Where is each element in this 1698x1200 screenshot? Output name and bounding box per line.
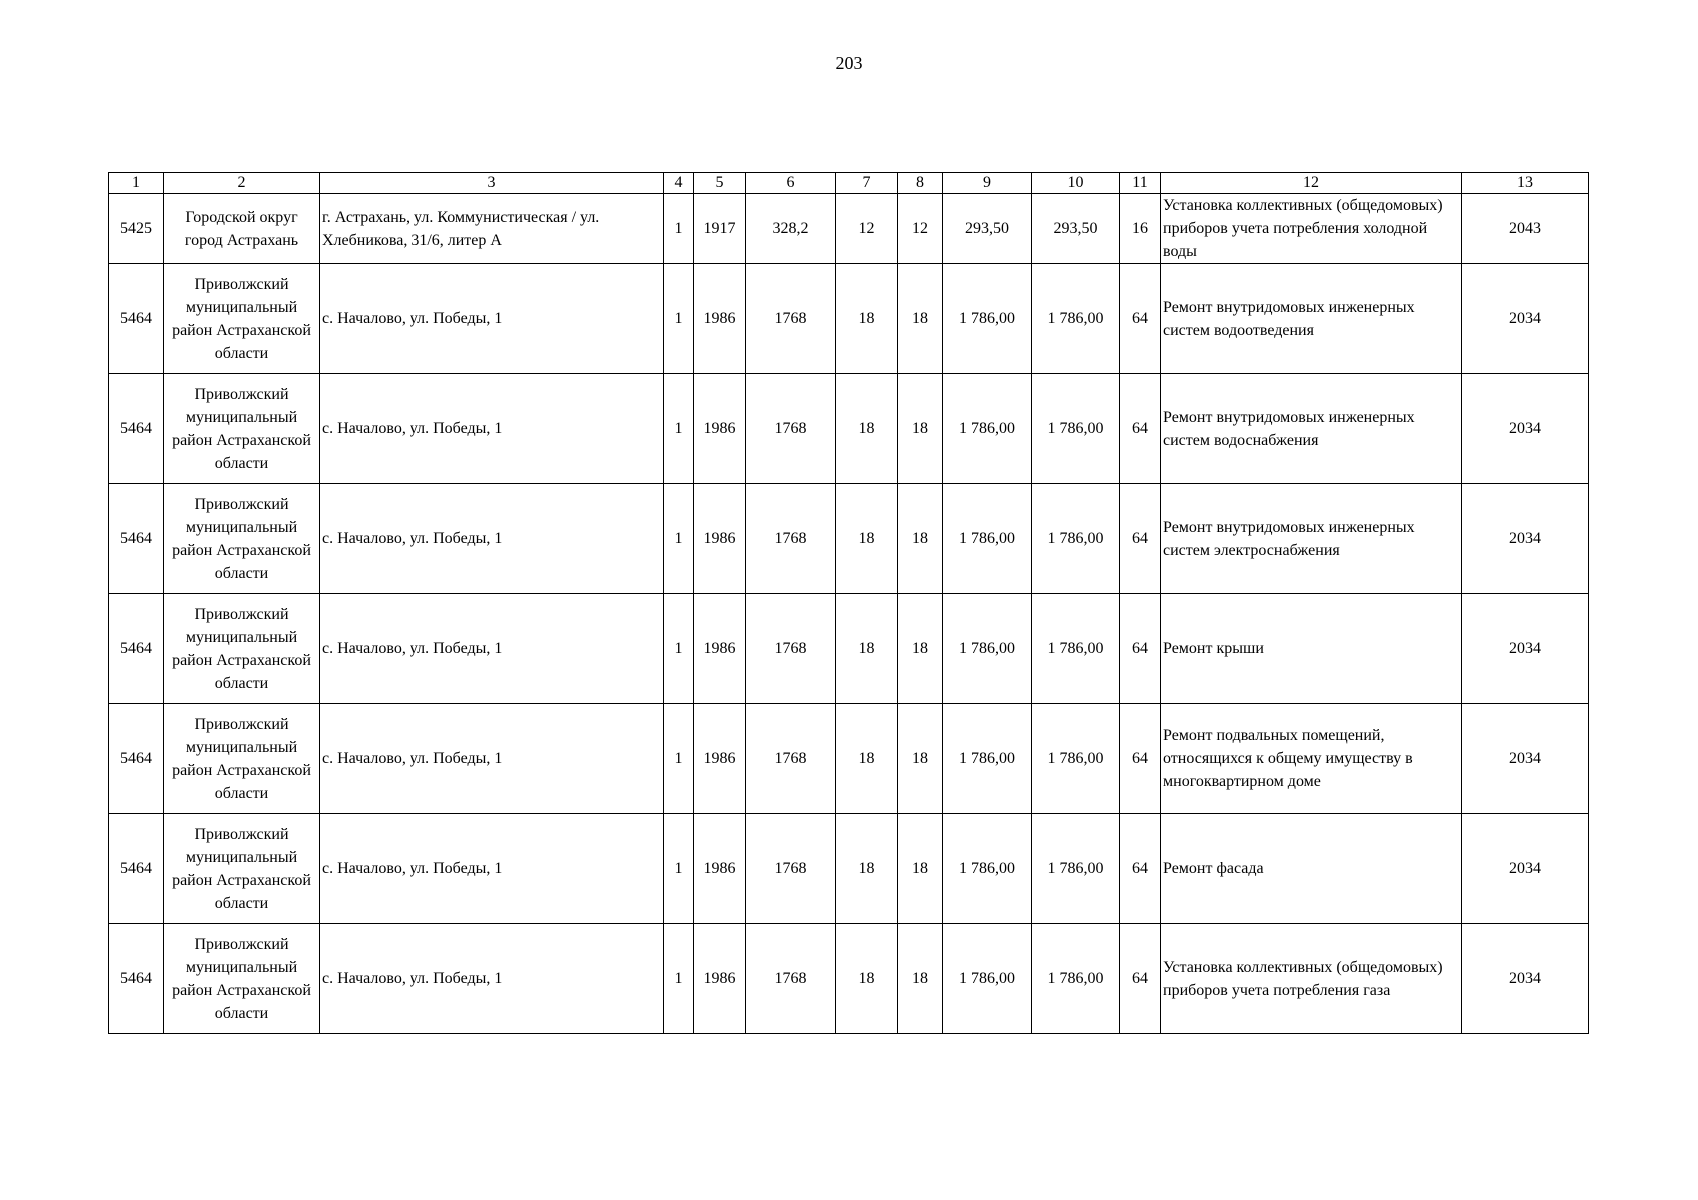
- cell-year: 1986: [694, 374, 746, 484]
- cell-col9: 1 786,00: [943, 484, 1032, 594]
- cell-col4: 1: [664, 194, 694, 264]
- cell-work-type: Ремонт фасада: [1161, 814, 1462, 924]
- cell-col9: 1 786,00: [943, 704, 1032, 814]
- cell-municipality: Приволжский муниципальный район Астраханской области: [164, 594, 320, 704]
- column-number: 10: [1032, 173, 1120, 194]
- cell-col10: 1 786,00: [1032, 814, 1120, 924]
- cell-col11: 64: [1120, 814, 1161, 924]
- cell-col11: 16: [1120, 194, 1161, 264]
- cell-work-type: Установка коллективных (общедомовых) приборов учета потребления газа: [1161, 924, 1462, 1034]
- page-number: 203: [835, 53, 863, 73]
- table-row: [109, 264, 1589, 374]
- cell-col4: 1: [664, 484, 694, 594]
- column-number: 13: [1462, 173, 1589, 194]
- column-number: 5: [694, 173, 746, 194]
- column-number: 8: [898, 173, 943, 194]
- cell-year: 1986: [694, 484, 746, 594]
- cell-col7: 12: [836, 194, 898, 264]
- cell-col8: 18: [898, 484, 943, 594]
- cell-col7: 18: [836, 924, 898, 1034]
- cell-col8: 18: [898, 704, 943, 814]
- cell-year: 1986: [694, 704, 746, 814]
- cell-house-id: 5464: [109, 264, 164, 374]
- cell-planned-year: 2034: [1462, 814, 1589, 924]
- column-number: 4: [664, 173, 694, 194]
- cell-col10: 1 786,00: [1032, 704, 1120, 814]
- cell-municipality: Приволжский муниципальный район Астраханской области: [164, 264, 320, 374]
- cell-house-id: 5425: [109, 194, 164, 264]
- cell-year: 1986: [694, 594, 746, 704]
- cell-col4: 1: [664, 924, 694, 1034]
- cell-municipality: Приволжский муниципальный район Астраханской области: [164, 924, 320, 1034]
- cell-address: с. Началово, ул. Победы, 1: [320, 484, 664, 594]
- cell-work-type: Ремонт внутридомовых инженерных систем электроснабжения: [1161, 484, 1462, 594]
- column-number: 6: [746, 173, 836, 194]
- cell-area: 1768: [746, 814, 836, 924]
- cell-col4: 1: [664, 594, 694, 704]
- cell-col7: 18: [836, 484, 898, 594]
- cell-address: с. Началово, ул. Победы, 1: [320, 374, 664, 484]
- cell-col10: 1 786,00: [1032, 594, 1120, 704]
- cell-municipality: Городской округ город Астрахань: [164, 194, 320, 264]
- cell-planned-year: 2034: [1462, 374, 1589, 484]
- cell-house-id: 5464: [109, 594, 164, 704]
- cell-col7: 18: [836, 374, 898, 484]
- table-row: [109, 924, 1589, 1034]
- cell-area: 1768: [746, 264, 836, 374]
- cell-col8: 12: [898, 194, 943, 264]
- cell-address: с. Началово, ул. Победы, 1: [320, 594, 664, 704]
- cell-col11: 64: [1120, 594, 1161, 704]
- table-row: [109, 374, 1589, 484]
- column-number-row: [109, 173, 1589, 194]
- cell-col11: 64: [1120, 264, 1161, 374]
- cell-address: с. Началово, ул. Победы, 1: [320, 264, 664, 374]
- cell-work-type: Ремонт внутридомовых инженерных систем водоснабжения: [1161, 374, 1462, 484]
- cell-address: с. Началово, ул. Победы, 1: [320, 924, 664, 1034]
- table-body: [109, 194, 1589, 1034]
- cell-area: 1768: [746, 704, 836, 814]
- column-number: 9: [943, 173, 1032, 194]
- cell-house-id: 5464: [109, 814, 164, 924]
- cell-planned-year: 2034: [1462, 704, 1589, 814]
- cell-col11: 64: [1120, 374, 1161, 484]
- table-row: [109, 814, 1589, 924]
- cell-col9: 1 786,00: [943, 374, 1032, 484]
- table-header: [109, 173, 1589, 194]
- cell-planned-year: 2034: [1462, 594, 1589, 704]
- column-number: 7: [836, 173, 898, 194]
- table-row: [109, 704, 1589, 814]
- cell-col8: 18: [898, 374, 943, 484]
- cell-year: 1986: [694, 814, 746, 924]
- cell-col8: 18: [898, 594, 943, 704]
- register-table: [108, 172, 1589, 1034]
- cell-municipality: Приволжский муниципальный район Астраханской области: [164, 374, 320, 484]
- cell-col9: 1 786,00: [943, 594, 1032, 704]
- cell-work-type: Ремонт подвальных помещений, относящихся к общему имуществу в многоквартирном доме: [1161, 704, 1462, 814]
- cell-col10: 1 786,00: [1032, 374, 1120, 484]
- cell-house-id: 5464: [109, 704, 164, 814]
- cell-planned-year: 2034: [1462, 264, 1589, 374]
- cell-area: 1768: [746, 594, 836, 704]
- cell-address: с. Началово, ул. Победы, 1: [320, 704, 664, 814]
- cell-area: 1768: [746, 374, 836, 484]
- column-number: 11: [1120, 173, 1161, 194]
- cell-planned-year: 2043: [1462, 194, 1589, 264]
- cell-col9: 1 786,00: [943, 814, 1032, 924]
- cell-area: 328,2: [746, 194, 836, 264]
- cell-col4: 1: [664, 264, 694, 374]
- cell-year: 1917: [694, 194, 746, 264]
- cell-col7: 18: [836, 594, 898, 704]
- cell-municipality: Приволжский муниципальный район Астраханской области: [164, 704, 320, 814]
- cell-col10: 1 786,00: [1032, 924, 1120, 1034]
- cell-year: 1986: [694, 264, 746, 374]
- column-number: 3: [320, 173, 664, 194]
- cell-col9: 293,50: [943, 194, 1032, 264]
- table-row: [109, 484, 1589, 594]
- cell-col8: 18: [898, 924, 943, 1034]
- cell-area: 1768: [746, 924, 836, 1034]
- cell-house-id: 5464: [109, 374, 164, 484]
- column-number: 2: [164, 173, 320, 194]
- cell-area: 1768: [746, 484, 836, 594]
- cell-col11: 64: [1120, 704, 1161, 814]
- cell-col9: 1 786,00: [943, 924, 1032, 1034]
- cell-col7: 18: [836, 264, 898, 374]
- cell-planned-year: 2034: [1462, 484, 1589, 594]
- cell-col4: 1: [664, 704, 694, 814]
- cell-col11: 64: [1120, 924, 1161, 1034]
- cell-col10: 293,50: [1032, 194, 1120, 264]
- cell-municipality: Приволжский муниципальный район Астраханской области: [164, 484, 320, 594]
- cell-work-type: Установка коллективных (общедомовых) приборов учета потребления холодной воды: [1161, 194, 1462, 264]
- table-row: [109, 594, 1589, 704]
- cell-work-type: Ремонт внутридомовых инженерных систем водоотведения: [1161, 264, 1462, 374]
- cell-col9: 1 786,00: [943, 264, 1032, 374]
- cell-col7: 18: [836, 814, 898, 924]
- cell-planned-year: 2034: [1462, 924, 1589, 1034]
- cell-col4: 1: [664, 814, 694, 924]
- cell-col8: 18: [898, 264, 943, 374]
- cell-address: г. Астрахань, ул. Коммунистическая / ул. Хлебникова, 31/6, литер А: [320, 194, 664, 264]
- cell-house-id: 5464: [109, 484, 164, 594]
- cell-col7: 18: [836, 704, 898, 814]
- cell-address: с. Началово, ул. Победы, 1: [320, 814, 664, 924]
- column-number: 12: [1161, 173, 1462, 194]
- cell-municipality: Приволжский муниципальный район Астраханской области: [164, 814, 320, 924]
- cell-year: 1986: [694, 924, 746, 1034]
- cell-work-type: Ремонт крыши: [1161, 594, 1462, 704]
- column-number: 1: [109, 173, 164, 194]
- cell-col10: 1 786,00: [1032, 264, 1120, 374]
- cell-col11: 64: [1120, 484, 1161, 594]
- cell-col10: 1 786,00: [1032, 484, 1120, 594]
- cell-house-id: 5464: [109, 924, 164, 1034]
- cell-col4: 1: [664, 374, 694, 484]
- cell-col8: 18: [898, 814, 943, 924]
- table-row: [109, 194, 1589, 264]
